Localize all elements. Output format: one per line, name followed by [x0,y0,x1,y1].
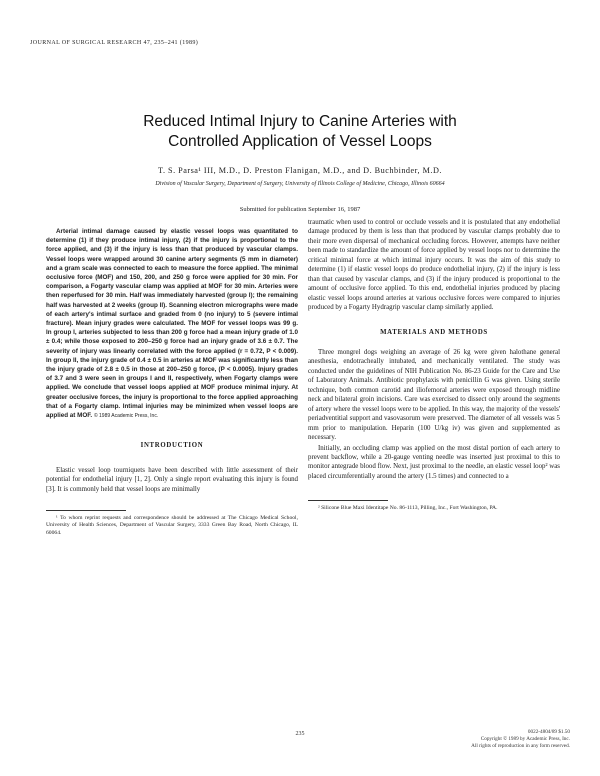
introduction-heading: INTRODUCTION [140,442,204,450]
introduction-paragraph: Elastic vessel loop tourniquets have been described with little assessment of their potential for endothelial injury [1, 2]. Only a single report evaluating this injury is found [3]. It is commonly held that vessel loops are minimally [46,466,298,493]
footnote-supplier: ² Silicone Blue Maxi Identitape No. 86-1113, Pilling, Inc., Fort Washington, PA. [318,505,498,512]
journal-header: JOURNAL OF SURGICAL RESEARCH 47, 235–241 (1989) [30,40,199,46]
title-line-1: Reduced Intimal Injury to Canine Arteries with [143,113,457,130]
imprint-line: Copyright © 1989 by Academic Press, Inc. [480,735,570,742]
introduction-continued: traumatic when used to control or occlude vessels and it is postulated that any endothelial damage produced by them is less than that produced by vascular clamps probably due to their more even dispersal of mechanical occluding forces. However, attempts have neither been made to standardize the amount of force applied by vessel loops nor to determine the critical minimal force at which intimal injury occurs. It was the aim of this study to determine (1) if elastic vessel loops do produce endothelial injury, (2) if the injury is less than that caused by vascular clamps, and (3) if the injury produced is proportional to the amount of occlusive force applied. To this end, endothelial injuries produced by placing elastic vessel loops around arteries at various occlusive forces were compared to injuries produced by a Fogarty Hydragrip vascular clamp similarly applied. [308,219,560,312]
authors: T. S. Parsa¹ III, M.D., D. Preston Flanigan, M.D., and D. Buchbinder, M.D. [158,166,442,175]
footnote-correspondence: ¹ To whom reprint requests and correspondence should be addressed at The Chicago Medical School, University of Health Sciences, Department of Vascular Surgery, 3333 Green Bay Road, North Chicago, IL 60064. [46,515,298,536]
methods-paragraph-1: Three mongrel dogs weighing an average of 26 kg were given halothane general anesthesia, endotracheally intubated, and mechanically ventilated. The study was conducted under the guidelines of NIH Publication No. 86-23 Guide for the Care and Use of Laboratory Animals. Antibiotic prophylaxis with penicillin G was given. Using sterile technique, both common carotid and iliofemoral arteries were exposed through midline neck and bilateral groin incisions. Care was exercised to dissect only around the segments of artery where the vessel loops were to be applied. In this way, the majority of the vessels' periadventitial support and vasovasorum were preserved. The diameter of all vessels was 5 mm prior to manipulation. Heparin (100 U/kg iv) was given and supplemented as necessary. [308,348,560,442]
article-title [40,112,560,152]
affiliation: Division of Vascular Surgery, Department of Surgery, University of Illinois College of Medicine, Chicago, Illinois 60664 [155,181,445,187]
footnote-divider [46,510,126,511]
abstract-copyright: © 1989 Academic Press, Inc. [93,413,159,420]
methods-heading: MATERIALS AND METHODS [380,328,488,336]
footnote-divider [308,500,388,501]
imprint-line: 0022-4804/89 $1.50 [527,729,570,735]
right-column [308,218,560,513]
methods-paragraph-2: Initially, an occluding clamp was applied on the most distal portion of each artery to prevent backflow, while a 20-gauge venting needle was inserted just proximal to this to monitor antegrade blood flow. Next, just proximal to the needle, an elastic vessel loop² was placed circumferentially around the artery (1.5 times) and connected to a [308,444,560,480]
abstract-text: Arterial intimal damage caused by elastic vessel loops was quantitated to determine (1) if they produce intimal injury, (2) if the injury is proportional to the force applied, and (3) if the injury is less than that produced by vascular clamps. Vessel loops were wrapped around 30 canine artery segments (5 mm in diameter) and a gram scale was connected to each to measure the force applied. The minimal occlusive force (MOF) and 150, 200, and 250 g force were applied for 30 min. For comparison, a Fogarty vascular clamp was applied at MOF for 30 min. Arteries were then reperfused for 30 min. Half was immediately harvested (group I); the remaining half was harvested at 2 weeks (group II). Scanning electron micrographs were made of each artery's intimal surface and graded from 0 (no injury) to 5 (severe intimal fracture). Mean injury grades were calculated. The MOF for vessel loops was 99 g. In group I, arteries subjected to less than 200 g force had a mean injury grade of 1.0 ± 0.4; while those exposed to 200–250 g force had an injury grade of 3.6 ± 0.7. The severity of injury was linearly correlated with the force applied (r = 0.72, P < 0.009). In group II, the injury grade of 0.4 ± 0.5 in arteries at MOF was significantly less than the injury grade of 2.8 ± 0.5 in those at 200–250 g force, (P < 0.0005). Injury grades of 3.7 and 3 were seen in groups I and II, respectively, when Fogarty clamps were applied. We conclude that vessel loops applied at MOF produce minimal injury. At greater occlusive forces, the injury is proportional to the force applied approaching that of a Fogarty clamp. Intimal injuries may be minimized when vessel loops are applied at MOF. [46,228,298,420]
copyright-imprint [458,729,570,749]
title-block [40,112,560,213]
imprint-line: All rights of reproduction in any form reserved. [471,742,570,749]
submission-date: Submitted for publication September 16, 1987 [239,206,361,213]
abstract [46,227,298,421]
left-column [46,227,298,537]
page-number: 235 [295,731,305,737]
title-line-2: Controlled Application of Vessel Loops [168,133,432,150]
